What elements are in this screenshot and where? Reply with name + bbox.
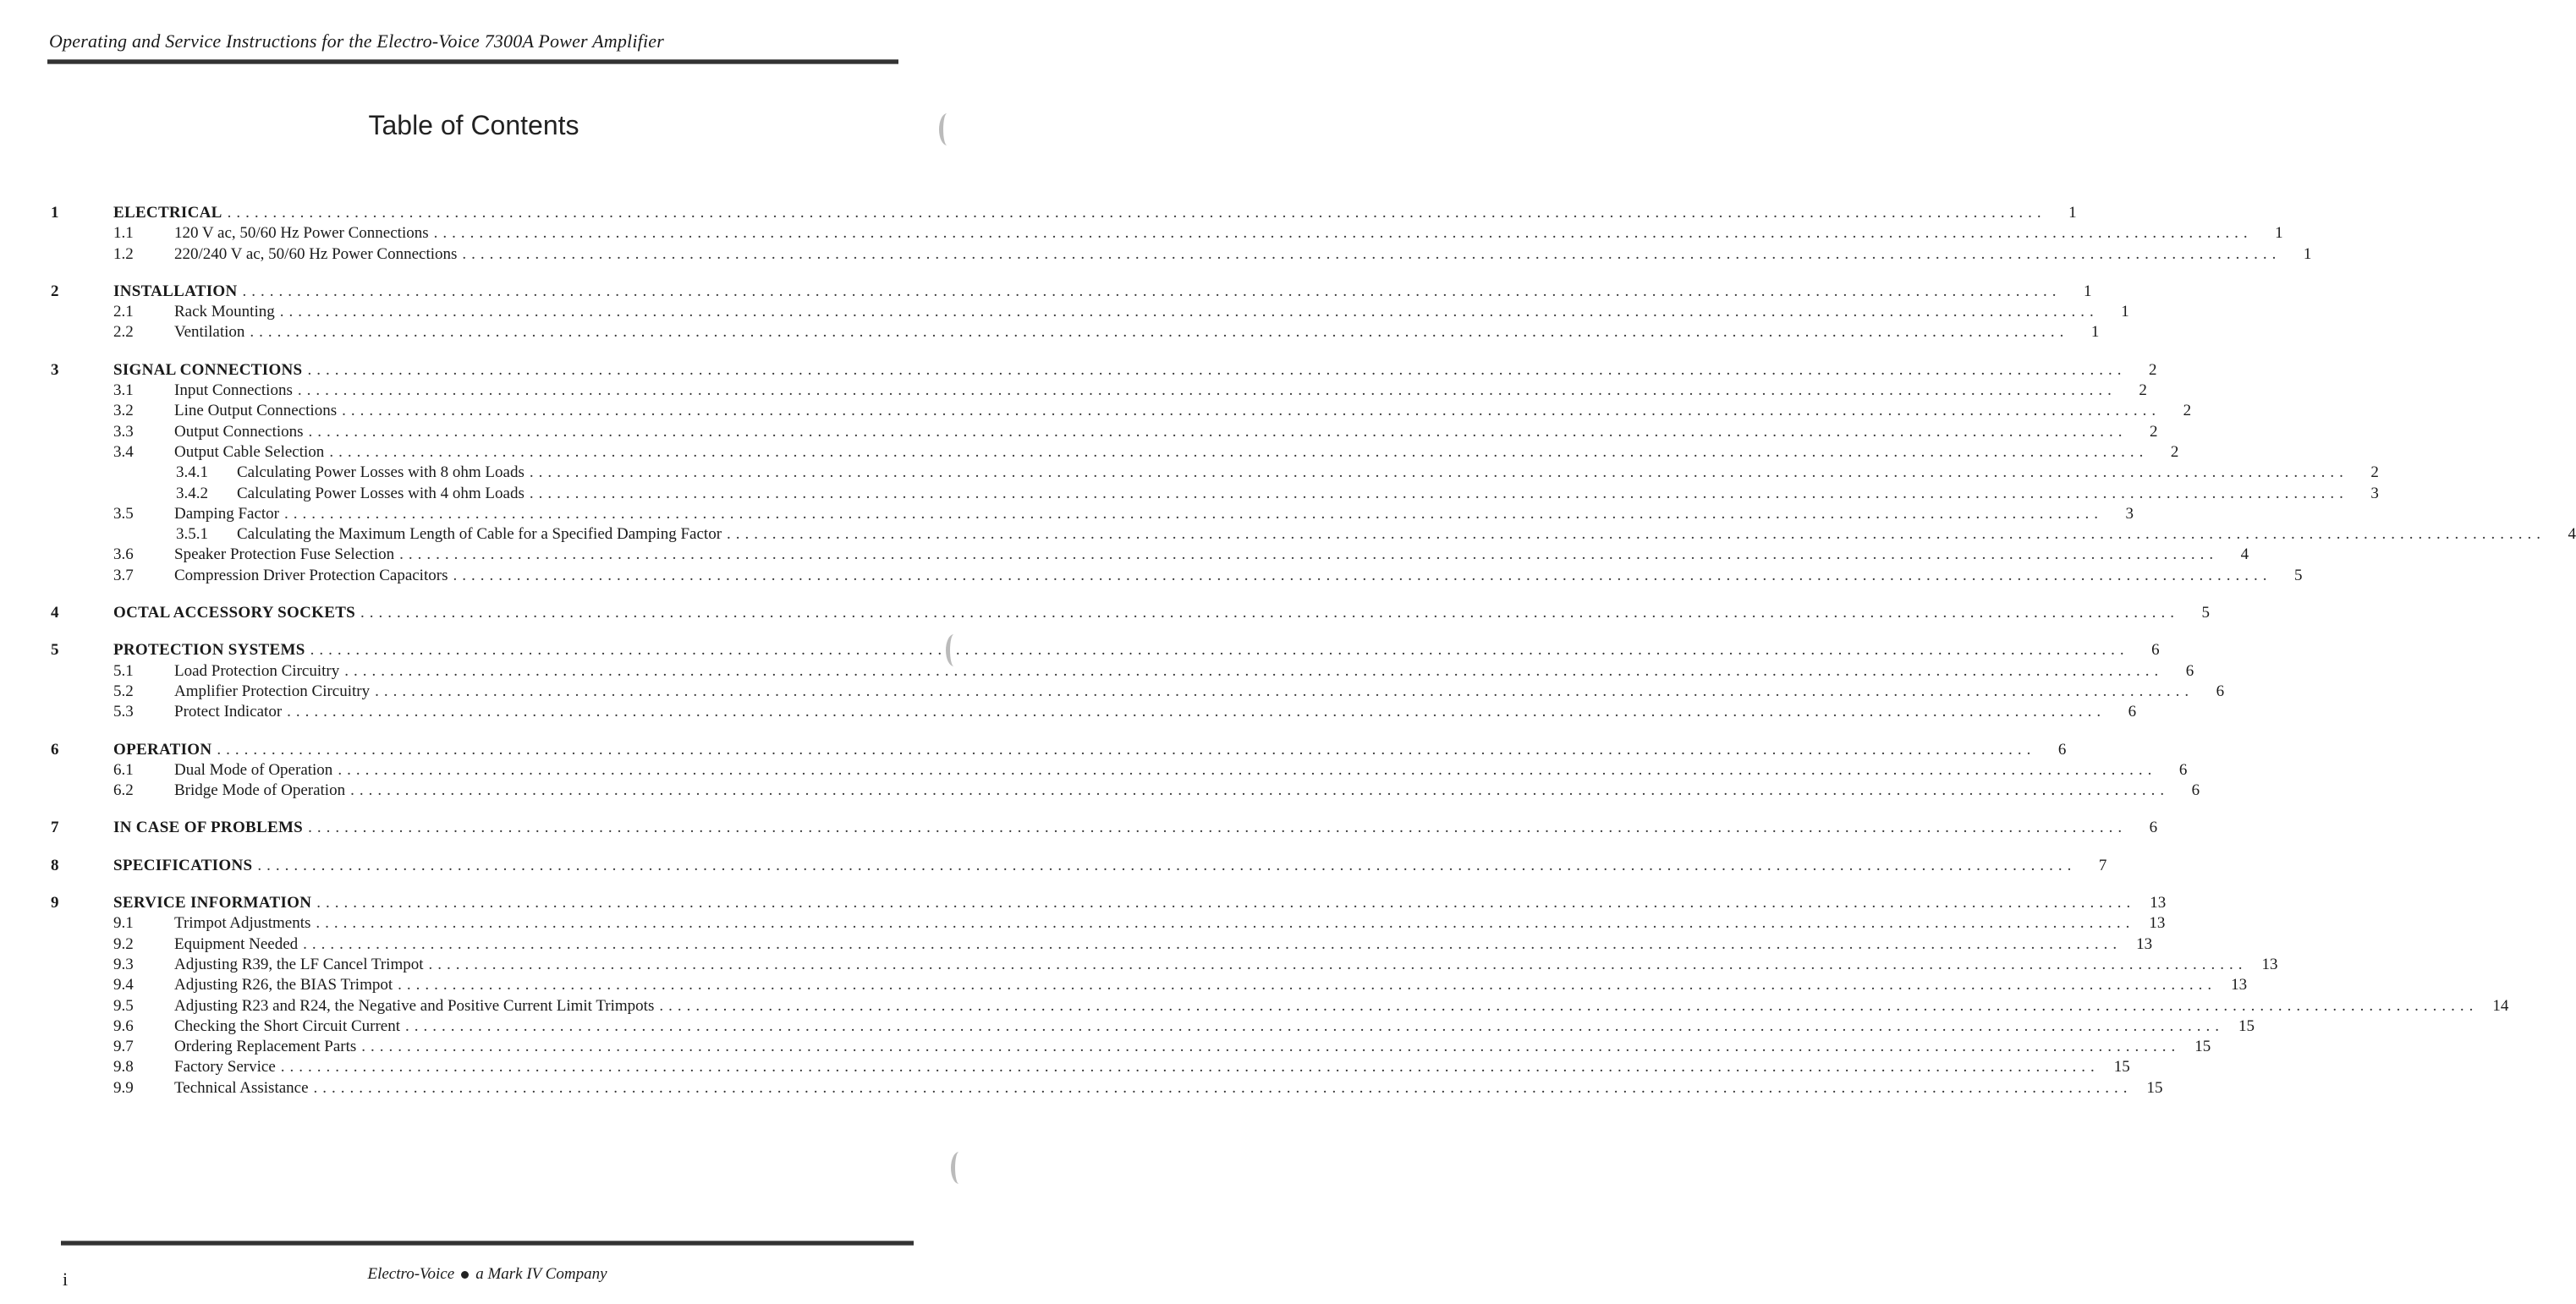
dot-leader: ........................................................................................................................................................................................................ (250, 323, 2069, 342)
toc-entry-number: 4 (51, 604, 59, 622)
toc-entry-number: 9.4 (113, 976, 134, 994)
toc-entry-title: Load Protection Circuitry (174, 661, 340, 680)
toc-subsection (51, 1057, 2130, 1077)
toc-entry-number: 9.1 (113, 914, 134, 933)
dot-leader: ........................................................................................................................................................................................................ (342, 402, 2161, 420)
toc-entry-title: Factory Service (174, 1058, 276, 1077)
toc-entry-title: PROTECTION SYSTEMS (113, 641, 305, 660)
toc-section (51, 893, 2509, 1099)
toc-section (51, 360, 2576, 586)
dot-leader: ........................................................................................................................................................................................................ (727, 525, 2546, 544)
dot-leader: ........................................................................................................................................................................................................ (338, 760, 2157, 779)
toc-section-heading (51, 282, 2092, 302)
dot-leader: ........................................................................................................................................................................................................ (350, 781, 2170, 800)
toc-entry-title: Dual Mode of Operation (174, 760, 333, 779)
toc-entry-title: Protect Indicator (174, 703, 283, 721)
toc-entry-title: Bridge Mode of Operation (174, 781, 346, 800)
dot-leader: ........................................................................................................................................................................................................ (529, 484, 2348, 502)
toc-subsection (51, 381, 2147, 401)
toc-section-heading (51, 203, 2077, 223)
toc-section (51, 856, 2107, 876)
toc-entry-title: Line Output Connections (174, 402, 338, 420)
toc-subsection (51, 781, 2200, 801)
toc-entry-title: Speaker Protection Fuse Selection (174, 545, 395, 564)
toc-section (51, 603, 2211, 623)
toc-entry-number: 3 (51, 360, 59, 379)
toc-section-heading (51, 740, 2067, 760)
toc-entry-title: IN CASE OF PROBLEMS (113, 819, 304, 837)
toc-entry-page: 1 (2084, 282, 2092, 300)
toc-entry-title: SIGNAL CONNECTIONS (113, 360, 303, 379)
footer-company (0, 1265, 975, 1284)
toc-entry-number: 1.2 (113, 244, 134, 263)
toc-entry-title: Adjusting R26, the BIAS Trimpot (174, 976, 393, 994)
toc-entry-title: OPERATION (113, 740, 212, 759)
toc-section (51, 640, 2225, 722)
dot-leader: ........................................................................................................................................................................................................ (310, 641, 2129, 660)
toc-entry-number: 9.5 (113, 996, 134, 1015)
toc-entry-title: Calculating the Maximum Length of Cable for a Specified Damping Factor (237, 525, 722, 544)
toc-entry-number: 3.4.2 (176, 484, 208, 502)
toc-entry-title: Output Cable Selection (174, 442, 325, 461)
dot-leader: ........................................................................................................................................................................................................ (316, 894, 2136, 912)
toc-entry-title: INSTALLATION (113, 282, 238, 300)
toc-entry-number: 9.6 (113, 1016, 134, 1035)
toc-entry-title: Trimpot Adjustments (174, 914, 311, 933)
toc-entry-page: 15 (2113, 1058, 2130, 1077)
toc-subsection (51, 934, 2153, 955)
toc-entry-page: 1 (2303, 244, 2312, 263)
toc-entry-number: 5 (51, 641, 59, 660)
toc-subsection (51, 504, 2134, 524)
toc-subsubsection (51, 463, 2379, 483)
toc-subsection (51, 1078, 2163, 1099)
toc-subsection (51, 661, 2194, 682)
toc-entry-number: 3.3 (113, 422, 134, 441)
toc-entry-page: 3 (2125, 504, 2134, 523)
toc-entry-number: 9.3 (113, 955, 134, 973)
dot-leader: ........................................................................................................................................................................................................ (303, 934, 2123, 953)
toc-entry-page: 5 (2201, 604, 2211, 622)
toc-entry-number: 3.7 (113, 566, 134, 584)
toc-entry-number: 2.1 (113, 303, 134, 321)
toc-entry-title: 220/240 V ac, 50/60 Hz Power Connections (174, 244, 458, 263)
toc-entry-title: Equipment Needed (174, 934, 299, 953)
dot-leader: ........................................................................................................................................................................................................ (405, 1016, 2225, 1035)
toc-entry-page: 6 (2185, 661, 2194, 680)
dot-leader: ........................................................................................................................................................................................................ (375, 682, 2194, 700)
toc-section-heading (51, 818, 2158, 838)
dot-leader: ........................................................................................................................................................................................................ (428, 955, 2248, 973)
toc-entry-page: 6 (2128, 703, 2137, 721)
toc-entry-title: ELECTRICAL (113, 204, 222, 222)
toc-section (51, 282, 2129, 343)
toc-entry-page: 13 (2136, 934, 2153, 953)
binder-hole-mark (946, 634, 962, 666)
page-number: i (63, 1268, 69, 1290)
toc-entry-title: Ventilation (174, 323, 245, 342)
toc-entry-title: Calculating Power Losses with 8 ohm Loads (237, 463, 525, 482)
dot-leader: ........................................................................................................................................................................................................ (242, 282, 2062, 300)
toc-section-heading (51, 603, 2211, 623)
dot-leader: ........................................................................................................................................................................................................ (316, 914, 2135, 933)
toc-subsection (51, 322, 2100, 342)
toc-entry-page: 5 (2293, 566, 2303, 584)
dot-leader: ........................................................................................................................................................................................................ (361, 1038, 2181, 1056)
toc-entry-page: 13 (2231, 976, 2248, 994)
dot-leader: ........................................................................................................................................................................................................ (360, 604, 2180, 622)
toc-entry-number: 7 (51, 819, 59, 837)
toc-entry-number: 2 (51, 282, 59, 300)
toc-entry-number: 5.3 (113, 703, 134, 721)
toc-entry-title: SERVICE INFORMATION (113, 894, 312, 912)
toc-entry-number: 1 (51, 204, 59, 222)
dot-leader: ........................................................................................................................................................................................................ (398, 976, 2217, 994)
toc-entry-number: 2.2 (113, 323, 134, 342)
toc-section (51, 818, 2158, 838)
toc-entry-title: Ordering Replacement Parts (174, 1038, 357, 1056)
dot-leader: ........................................................................................................................................................................................................ (313, 1078, 2133, 1097)
toc-section-heading (51, 893, 2167, 913)
toc-entry-title: Compression Driver Protection Capacitors (174, 566, 448, 584)
toc-entry-number: 5.1 (113, 661, 134, 680)
toc-entry-number: 9 (51, 894, 59, 912)
toc-entry-page: 4 (2568, 525, 2576, 544)
toc-entry-title: OCTAL ACCESSORY SOCKETS (113, 604, 356, 622)
dot-leader: ........................................................................................................................................................................................................ (297, 381, 2117, 400)
toc-subsection (51, 442, 2179, 463)
toc-entry-page: 6 (2216, 682, 2225, 700)
dot-leader: ........................................................................................................................................................................................................ (307, 360, 2127, 379)
toc-entry-title: Adjusting R23 and R24, the Negative and Positive Current Limit Trimpots (174, 996, 655, 1015)
toc-subsection (51, 1016, 2255, 1037)
toc-subsection (51, 682, 2225, 702)
footer-company-name: Electro-Voice (367, 1265, 455, 1283)
toc-subsection (51, 422, 2158, 442)
toc-entry-page: 15 (2146, 1078, 2163, 1097)
toc-entry-number: 6.2 (113, 781, 134, 800)
toc-entry-number: 9.2 (113, 934, 134, 953)
toc-entry-page: 2 (2150, 422, 2158, 441)
toc-entry-title: Adjusting R39, the LF Cancel Trimpot (174, 955, 424, 973)
toc-subsection (51, 975, 2248, 995)
toc-entry-number: 8 (51, 856, 59, 874)
dot-leader: ........................................................................................................................................................................................................ (279, 303, 2099, 321)
dot-leader: ........................................................................................................................................................................................................ (308, 819, 2128, 837)
toc-entry-number: 5.2 (113, 682, 134, 700)
toc-subsubsection (51, 484, 2379, 504)
toc-entry-title: Checking the Short Circuit Current (174, 1016, 401, 1035)
toc-entry-number: 9.7 (113, 1038, 134, 1056)
dot-leader: ........................................................................................................................................................................................................ (284, 504, 2104, 523)
toc-subsection (51, 223, 2283, 244)
toc-entry-title: Input Connections (174, 381, 293, 400)
dot-leader: ........................................................................................................................................................................................................ (529, 463, 2348, 482)
dot-leader: ........................................................................................................................................................................................................ (217, 740, 2036, 759)
toc-section-heading (51, 360, 2157, 381)
binder-hole-mark (951, 1152, 967, 1184)
toc-entry-title: Amplifier Protection Circuitry (174, 682, 371, 700)
toc-subsection (51, 1037, 2211, 1057)
dot-leader: ........................................................................................................................................................................................................ (287, 703, 2106, 721)
toc-subsection (51, 401, 2192, 421)
toc-entry-page: 6 (2151, 641, 2160, 660)
toc-entry-number: 6.1 (113, 760, 134, 779)
toc-subsection (51, 302, 2129, 322)
toc-subsubsection (51, 524, 2576, 545)
toc-entry-page: 2 (2148, 360, 2157, 379)
toc-section-heading (51, 640, 2160, 660)
toc-subsection (51, 913, 2166, 934)
dot-leader: ........................................................................................................................................................................................................ (280, 1058, 2100, 1077)
toc-entry-number: 3.5.1 (176, 525, 208, 544)
page-title: Table of Contents (368, 110, 579, 140)
toc-entry-page: 13 (2150, 894, 2167, 912)
bullet-icon (461, 1271, 469, 1279)
toc-entry-number: 9.9 (113, 1078, 134, 1097)
toc-section (51, 203, 2312, 265)
toc-entry-page: 2 (2139, 381, 2147, 400)
toc-entry-number: 3.4.1 (176, 463, 208, 482)
toc-entry-title: SPECIFICATIONS (113, 856, 253, 874)
toc-subsection (51, 566, 2303, 586)
toc-entry-number: 3.1 (113, 381, 134, 400)
toc-entry-page: 1 (2068, 204, 2077, 222)
toc-entry-page: 1 (2275, 224, 2283, 243)
toc-subsection (51, 996, 2509, 1016)
toc-entry-title: Output Connections (174, 422, 304, 441)
toc-entry-title: Calculating Power Losses with 4 ohm Loads (237, 484, 525, 502)
dot-leader: ........................................................................................................................................................................................................ (308, 422, 2128, 441)
toc-entry-page: 3 (2370, 484, 2379, 502)
toc-subsection (51, 244, 2312, 265)
toc-entry-page: 1 (2090, 323, 2100, 342)
running-header: Operating and Service Instructions for the Electro-Voice 7300A Power Amplifier (49, 30, 665, 52)
toc-entry-title: Rack Mounting (174, 303, 275, 321)
toc-subsection (51, 545, 2249, 565)
dot-leader: ........................................................................................................................................................................................................ (344, 661, 2164, 680)
dot-leader: ........................................................................................................................................................................................................ (329, 442, 2149, 461)
toc-entry-number: 3.4 (113, 442, 134, 461)
toc-entry-number: 3.2 (113, 402, 134, 420)
toc-entry-number: 6 (51, 740, 59, 759)
header-rule (47, 59, 898, 64)
toc-subsection (51, 955, 2278, 975)
dot-leader: ........................................................................................................................................................................................................ (659, 996, 2479, 1015)
dot-leader: ........................................................................................................................................................................................................ (227, 204, 2046, 222)
footer-rule (61, 1241, 914, 1246)
toc-entry-number: 1.1 (113, 224, 134, 243)
toc-entry-title: Damping Factor (174, 504, 280, 523)
toc-entry-page: 7 (2098, 856, 2107, 874)
footer-company-parent: a Mark IV Company (475, 1265, 607, 1283)
toc-entry-title: Technical Assistance (174, 1078, 309, 1097)
toc-entry-page: 6 (2191, 781, 2200, 800)
toc-entry-page: 15 (2238, 1016, 2255, 1035)
dot-leader: ........................................................................................................................................................................................................ (462, 244, 2282, 263)
toc-entry-number: 9.8 (113, 1058, 134, 1077)
toc-entry-page: 2 (2183, 402, 2192, 420)
toc-entry-page: 1 (2121, 303, 2129, 321)
toc-entry-page: 14 (2492, 996, 2509, 1015)
toc-entry-page: 15 (2194, 1038, 2211, 1056)
dot-leader: ........................................................................................................................................................................................................ (257, 856, 2077, 874)
toc-entry-page: 4 (2240, 545, 2249, 564)
table-of-contents (51, 203, 2576, 1115)
toc-entry-title: 120 V ac, 50/60 Hz Power Connections (174, 224, 429, 243)
toc-entry-number: 3.6 (113, 545, 134, 564)
binder-hole-mark (939, 113, 955, 145)
dot-leader: ........................................................................................................................................................................................................ (433, 224, 2253, 243)
toc-section (51, 740, 2200, 802)
dot-leader: ........................................................................................................................................................................................................ (453, 566, 2272, 584)
toc-entry-page: 6 (2057, 740, 2067, 759)
toc-entry-page: 13 (2149, 914, 2166, 933)
toc-entry-page: 13 (2261, 955, 2278, 973)
toc-section-heading (51, 856, 2107, 876)
toc-subsection (51, 760, 2188, 781)
dot-leader: ........................................................................................................................................................................................................ (399, 545, 2219, 564)
toc-entry-page: 6 (2178, 760, 2188, 779)
toc-entry-page: 6 (2149, 819, 2158, 837)
toc-subsection (51, 702, 2137, 722)
toc-entry-number: 3.5 (113, 504, 134, 523)
toc-entry-page: 2 (2370, 463, 2379, 482)
toc-entry-page: 2 (2170, 442, 2179, 461)
